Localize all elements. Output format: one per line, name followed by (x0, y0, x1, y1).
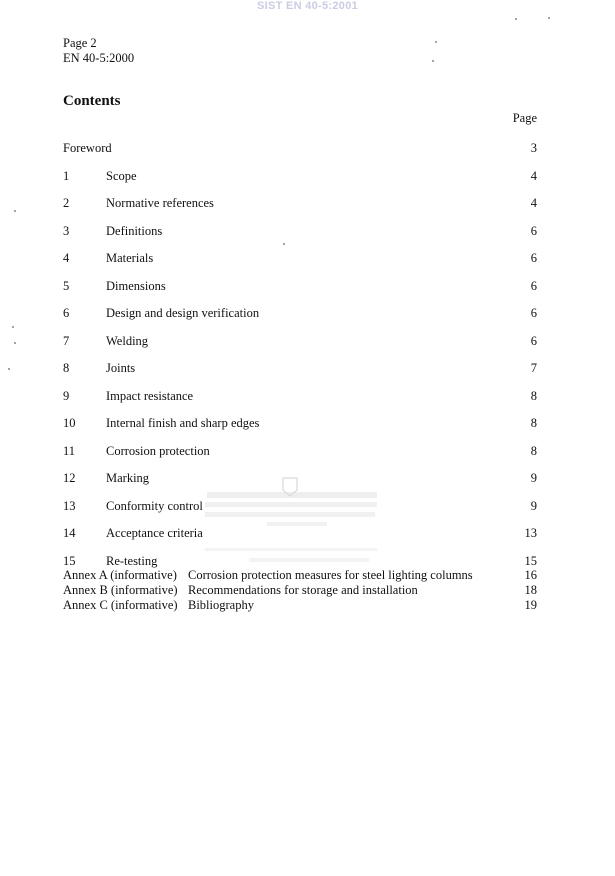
toc-number: 7 (63, 334, 70, 348)
toc-number: 12 (63, 471, 76, 485)
scan-speck (8, 368, 10, 370)
toc-page: 9 (530, 471, 537, 485)
scan-speck (515, 18, 517, 20)
toc-label: Impact resistance (106, 389, 194, 403)
scan-speck (14, 210, 16, 212)
toc-number: 1 (63, 169, 70, 183)
stamp-graphic (205, 474, 380, 574)
toc-number: 11 (63, 444, 76, 458)
scan-speck (12, 326, 14, 328)
toc-page: 4 (530, 169, 537, 183)
toc-label: Design and design verification (106, 306, 260, 320)
toc-page: 6 (530, 279, 537, 293)
toc-page: 6 (530, 251, 537, 265)
scan-speck (548, 17, 550, 19)
toc-page: 9 (530, 499, 537, 513)
toc-label: Recommendations for storage and installation (188, 583, 418, 597)
toc-page: 8 (530, 416, 537, 430)
toc-row-annex[interactable] (63, 597, 537, 613)
toc-label: Corrosion protection measures for steel lighting columns (188, 568, 473, 582)
toc-number: 6 (63, 306, 70, 320)
toc-page: 3 (530, 141, 537, 155)
toc-label: Internal finish and sharp edges (106, 416, 260, 430)
toc-page: 19 (524, 598, 537, 612)
watermark: SIST EN 40-5:2001 (256, 0, 359, 12)
toc-label: Acceptance criteria (106, 526, 203, 540)
scan-speck (435, 41, 437, 43)
toc-label: Definitions (106, 224, 163, 238)
standard-id: EN 40-5:2000 (63, 51, 135, 65)
toc-page: 13 (524, 526, 537, 540)
toc-label: Normative references (106, 196, 214, 210)
toc-row-foreword[interactable] (63, 140, 537, 156)
toc-annex-number: Annex C (informative) (63, 598, 178, 612)
scan-speck (14, 342, 16, 344)
toc-number: 3 (63, 224, 70, 238)
toc-label: Re-testing (106, 554, 158, 568)
toc-page: 6 (530, 334, 537, 348)
toc-annex-number: Annex B (informative) (63, 583, 178, 597)
page-number: Page 2 (63, 36, 97, 50)
toc-label: Scope (106, 169, 137, 183)
toc-label: Marking (106, 471, 150, 485)
toc-label: Foreword (63, 141, 112, 155)
toc-row[interactable] (63, 360, 537, 376)
toc-page: 15 (524, 554, 537, 568)
toc-row[interactable] (63, 415, 537, 431)
toc-page: 6 (530, 224, 537, 238)
toc-page: 18 (524, 583, 537, 597)
toc-number: 15 (63, 554, 76, 568)
toc-row[interactable] (63, 443, 537, 459)
toc-page: 4 (530, 196, 537, 210)
scan-speck (283, 243, 285, 245)
toc-row[interactable] (63, 388, 537, 404)
toc-label: Welding (106, 334, 149, 348)
toc-row[interactable] (63, 168, 537, 184)
toc-row[interactable] (63, 223, 537, 239)
toc-page: 16 (524, 568, 537, 582)
toc-label: Materials (106, 251, 154, 265)
toc-label: Conformity control (106, 499, 203, 513)
toc-number: 13 (63, 499, 76, 513)
toc-row-annex[interactable] (63, 582, 537, 598)
toc-number: 4 (63, 251, 70, 265)
toc-annex-number: Annex A (informative) (63, 568, 177, 582)
toc-number: 2 (63, 196, 70, 210)
toc-page: 7 (530, 361, 537, 375)
toc-row[interactable] (63, 305, 537, 321)
toc-number: 8 (63, 361, 70, 375)
toc-label: Corrosion protection (106, 444, 210, 458)
page-column-label: Page (512, 111, 537, 125)
toc-page: 8 (530, 389, 537, 403)
toc-number: 5 (63, 279, 70, 293)
toc-label: Joints (106, 361, 136, 375)
toc-page: 6 (530, 306, 537, 320)
scan-speck (432, 60, 434, 62)
toc-row[interactable] (63, 195, 537, 211)
toc-number: 14 (63, 526, 76, 540)
toc-row[interactable] (63, 278, 537, 294)
toc-row[interactable] (63, 250, 537, 266)
toc-page: 8 (530, 444, 537, 458)
library-stamp (205, 474, 380, 574)
contents-title: Contents (63, 93, 121, 109)
toc-number: 9 (63, 389, 70, 403)
page-header (63, 36, 134, 66)
toc-row[interactable] (63, 333, 537, 349)
toc-number: 10 (63, 416, 76, 430)
toc-label: Bibliography (188, 598, 254, 612)
toc-label: Dimensions (106, 279, 166, 293)
